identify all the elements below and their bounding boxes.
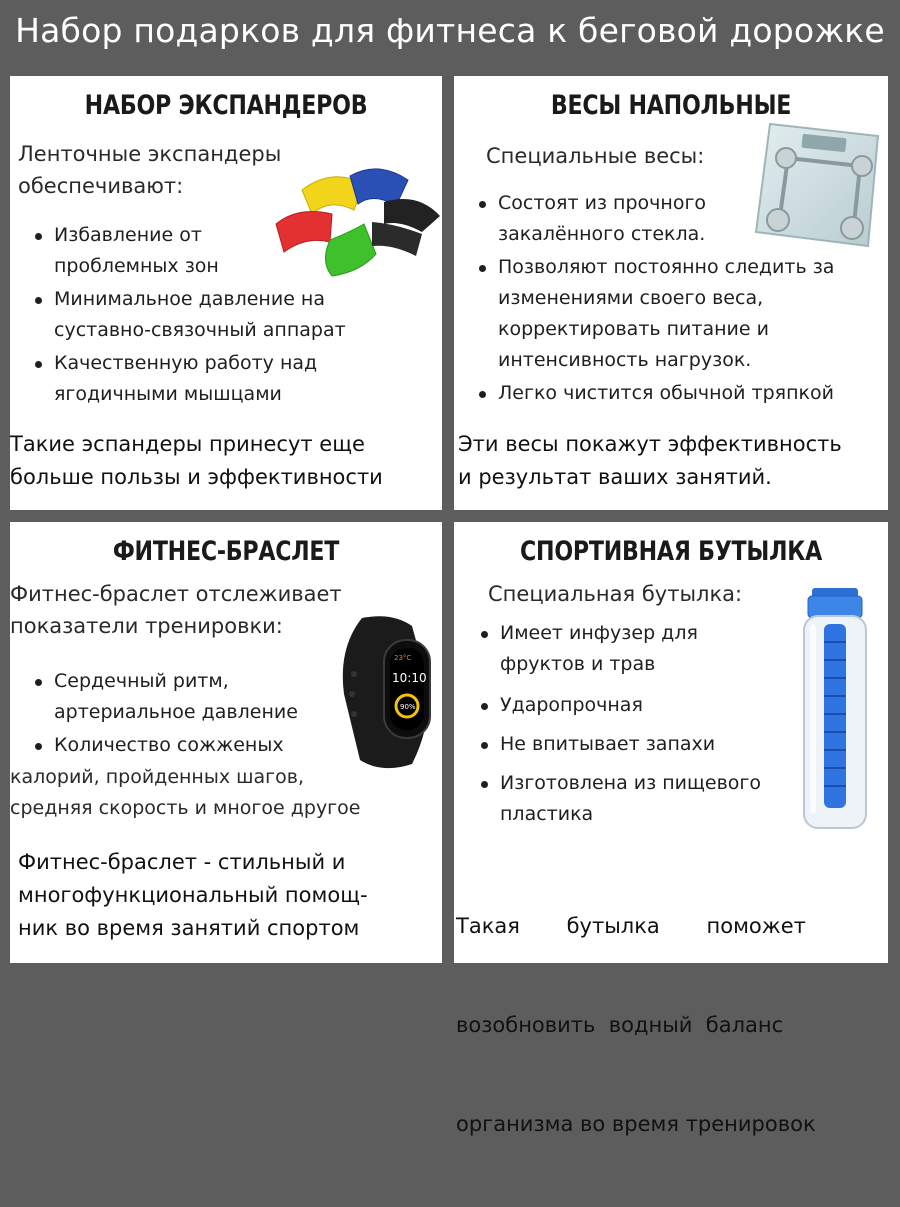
card-intro: Ленточные экспандеры обеспечивают: — [18, 142, 282, 198]
bullet-list — [32, 666, 352, 763]
card-fitness-band — [10, 522, 442, 963]
list-item: Позволяют постоянно следить за изменениями своего веса, корректировать питание и интенсивность нагрузок. — [476, 252, 886, 376]
bullet-list — [32, 220, 432, 412]
list-item: Минимальное давление на суставно-связочный аппарат — [32, 284, 432, 346]
card-intro: Специальные весы: — [486, 144, 705, 168]
bullet-continuation: калорий, пройденных шагов, средняя скорость и многое другое — [10, 766, 361, 819]
list-item: Состоят из прочного закалённого стекла. — [476, 188, 886, 250]
card-sport-bottle — [454, 522, 888, 1136]
card-title: ФИТНЕС-БРАСЛЕТ — [112, 536, 340, 567]
page-title: Набор подарков для фитнеса к беговой дорожке — [15, 11, 885, 50]
card-conclusion: Фитнес-браслет - стильный и многофункциональный помощ- ник во время занятий спортом — [18, 850, 368, 940]
card-title: СПОРТИВНАЯ БУТЫЛКА — [520, 536, 822, 567]
card-conclusion: Такая бутылка поможет возобновить водный баланс организма во время тренировок — [456, 914, 816, 1136]
list-item: Качественную работу над ягодичными мышцами — [32, 348, 432, 410]
bullet-list — [476, 188, 886, 411]
infuser-bottle-icon — [798, 584, 878, 836]
list-item: Избавление от проблемных зон — [32, 220, 432, 282]
card-intro: Фитнес-браслет отслеживает показатели тренировки: — [10, 582, 342, 638]
card-conclusion: Такие эспандеры принесут еще больше пользы и эффективности — [10, 432, 383, 489]
card-floor-scale — [454, 76, 888, 510]
card-title: ВЕСЫ НАПОЛЬНЫЕ — [550, 90, 792, 121]
card-conclusion: Эти весы покажут эффективность и результат ваших занятий. — [458, 432, 842, 489]
list-item: Легко чистится обычной тряпкой — [476, 378, 886, 409]
card-resistance-bands — [10, 76, 442, 510]
list-item: Количество сожженых — [32, 730, 352, 761]
band-temp: 23°C — [394, 654, 412, 662]
list-item: Ударопрочная — [478, 690, 808, 721]
card-title: НАБОР ЭКСПАНДЕРОВ — [84, 90, 368, 121]
band-percent: 90% — [400, 703, 416, 711]
card-intro: Специальная бутылка: — [488, 582, 743, 606]
list-item: Сердечный ритм, артериальное давление — [32, 666, 352, 728]
bullet-list — [478, 618, 808, 832]
band-time: 10:10 — [392, 671, 427, 685]
list-item: Не впитывает запахи — [478, 729, 808, 760]
list-item: Изготовлена из пищевого пластика — [478, 768, 808, 830]
list-item: Имеет инфузер для фруктов и трав — [478, 618, 808, 680]
